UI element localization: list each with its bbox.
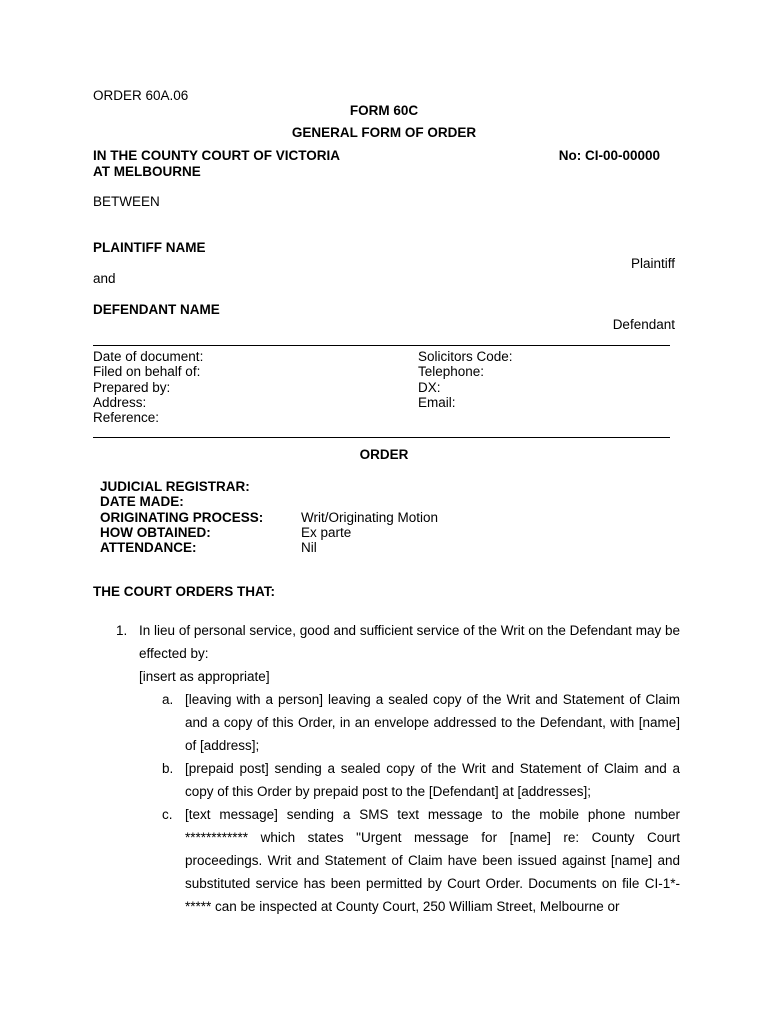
order-field-values <box>301 479 438 555</box>
form-number: FORM 60C <box>349 103 419 118</box>
defendant-name: DEFENDANT NAME <box>93 302 220 317</box>
originating-process-value: Writ/Originating Motion <box>301 509 439 525</box>
item-1b-text: [prepaid post] sending a sealed copy of the Writ and Statement of Claim and a copy of this Order by prepaid post to the [Defendant] at [addresses]; <box>185 761 680 799</box>
judicial-registrar-value <box>301 479 438 494</box>
bottom-divider <box>93 437 670 438</box>
item-1a-text: [leaving with a person] leaving a sealed copy of the Writ and Statement of Claim and a copy of this Order, in an envelope addressed to the Defendant, with [name] of [address]; <box>185 692 680 753</box>
and-label: and <box>93 271 116 286</box>
email-label: Email: <box>418 394 456 410</box>
item-1c-text: [text message] sending a SMS text message to the mobile phone number ************ which states "Urgent message for [name] re: County Court proceedings. Writ and Statement of Claim have been issued against [name] and substituted service has been permitted by Court Order. Documents on file CI-1*-***** can be inspected at County Court, 250 William Street, Melbourne or <box>185 807 680 914</box>
telephone-label: Telephone: <box>418 364 485 380</box>
order-field-labels <box>100 479 263 555</box>
plaintiff-name: PLAINTIFF NAME <box>93 240 206 255</box>
reference-label: Reference: <box>93 410 160 426</box>
how-obtained-label: HOW OBTAINED: <box>100 524 211 540</box>
filed-on-behalf-label: Filed on behalf of: <box>93 364 201 380</box>
document-details-left <box>93 349 203 425</box>
order-heading: ORDER <box>359 447 409 462</box>
judicial-registrar-label: JUDICIAL REGISTRAR: <box>100 479 250 494</box>
attendance-label: ATTENDANCE: <box>100 540 197 556</box>
how-obtained-value: Ex parte <box>301 524 352 540</box>
address-label: Address: <box>93 394 147 410</box>
item-1-text: In lieu of personal service, good and sufficient service of the Writ on the Defendant may be effected by: <box>139 623 680 661</box>
item-1b-letter: b. <box>162 761 174 776</box>
dx-label: DX: <box>418 379 441 395</box>
date-made-value <box>301 494 438 509</box>
prepared-by-label: Prepared by: <box>93 379 171 395</box>
court-location: AT MELBOURNE <box>93 164 201 179</box>
date-of-document-label: Date of document: <box>93 349 204 364</box>
court-name: IN THE COUNTY COURT OF VICTORIA <box>93 148 341 163</box>
attendance-value: Nil <box>301 540 317 556</box>
order-reference: ORDER 60A.06 <box>93 88 189 103</box>
item-1c-letter: c. <box>162 807 173 822</box>
item-1-number: 1. <box>116 623 128 638</box>
date-made-label: DATE MADE: <box>100 494 184 510</box>
court-orders-heading: THE COURT ORDERS THAT: <box>93 584 275 599</box>
plaintiff-role: Plaintiff <box>630 256 675 271</box>
item-1a-letter: a. <box>162 692 174 707</box>
originating-process-label: ORIGINATING PROCESS: <box>100 509 264 525</box>
case-number: No: CI-00-00000 <box>558 148 660 163</box>
solicitors-code-label: Solicitors Code: <box>418 349 513 364</box>
form-title: GENERAL FORM OF ORDER <box>291 125 477 140</box>
item-1-note: [insert as appropriate] <box>139 669 270 684</box>
between-label: BETWEEN <box>93 194 160 209</box>
top-divider <box>93 345 670 346</box>
document-details-right <box>418 349 513 410</box>
defendant-role: Defendant <box>612 317 675 332</box>
